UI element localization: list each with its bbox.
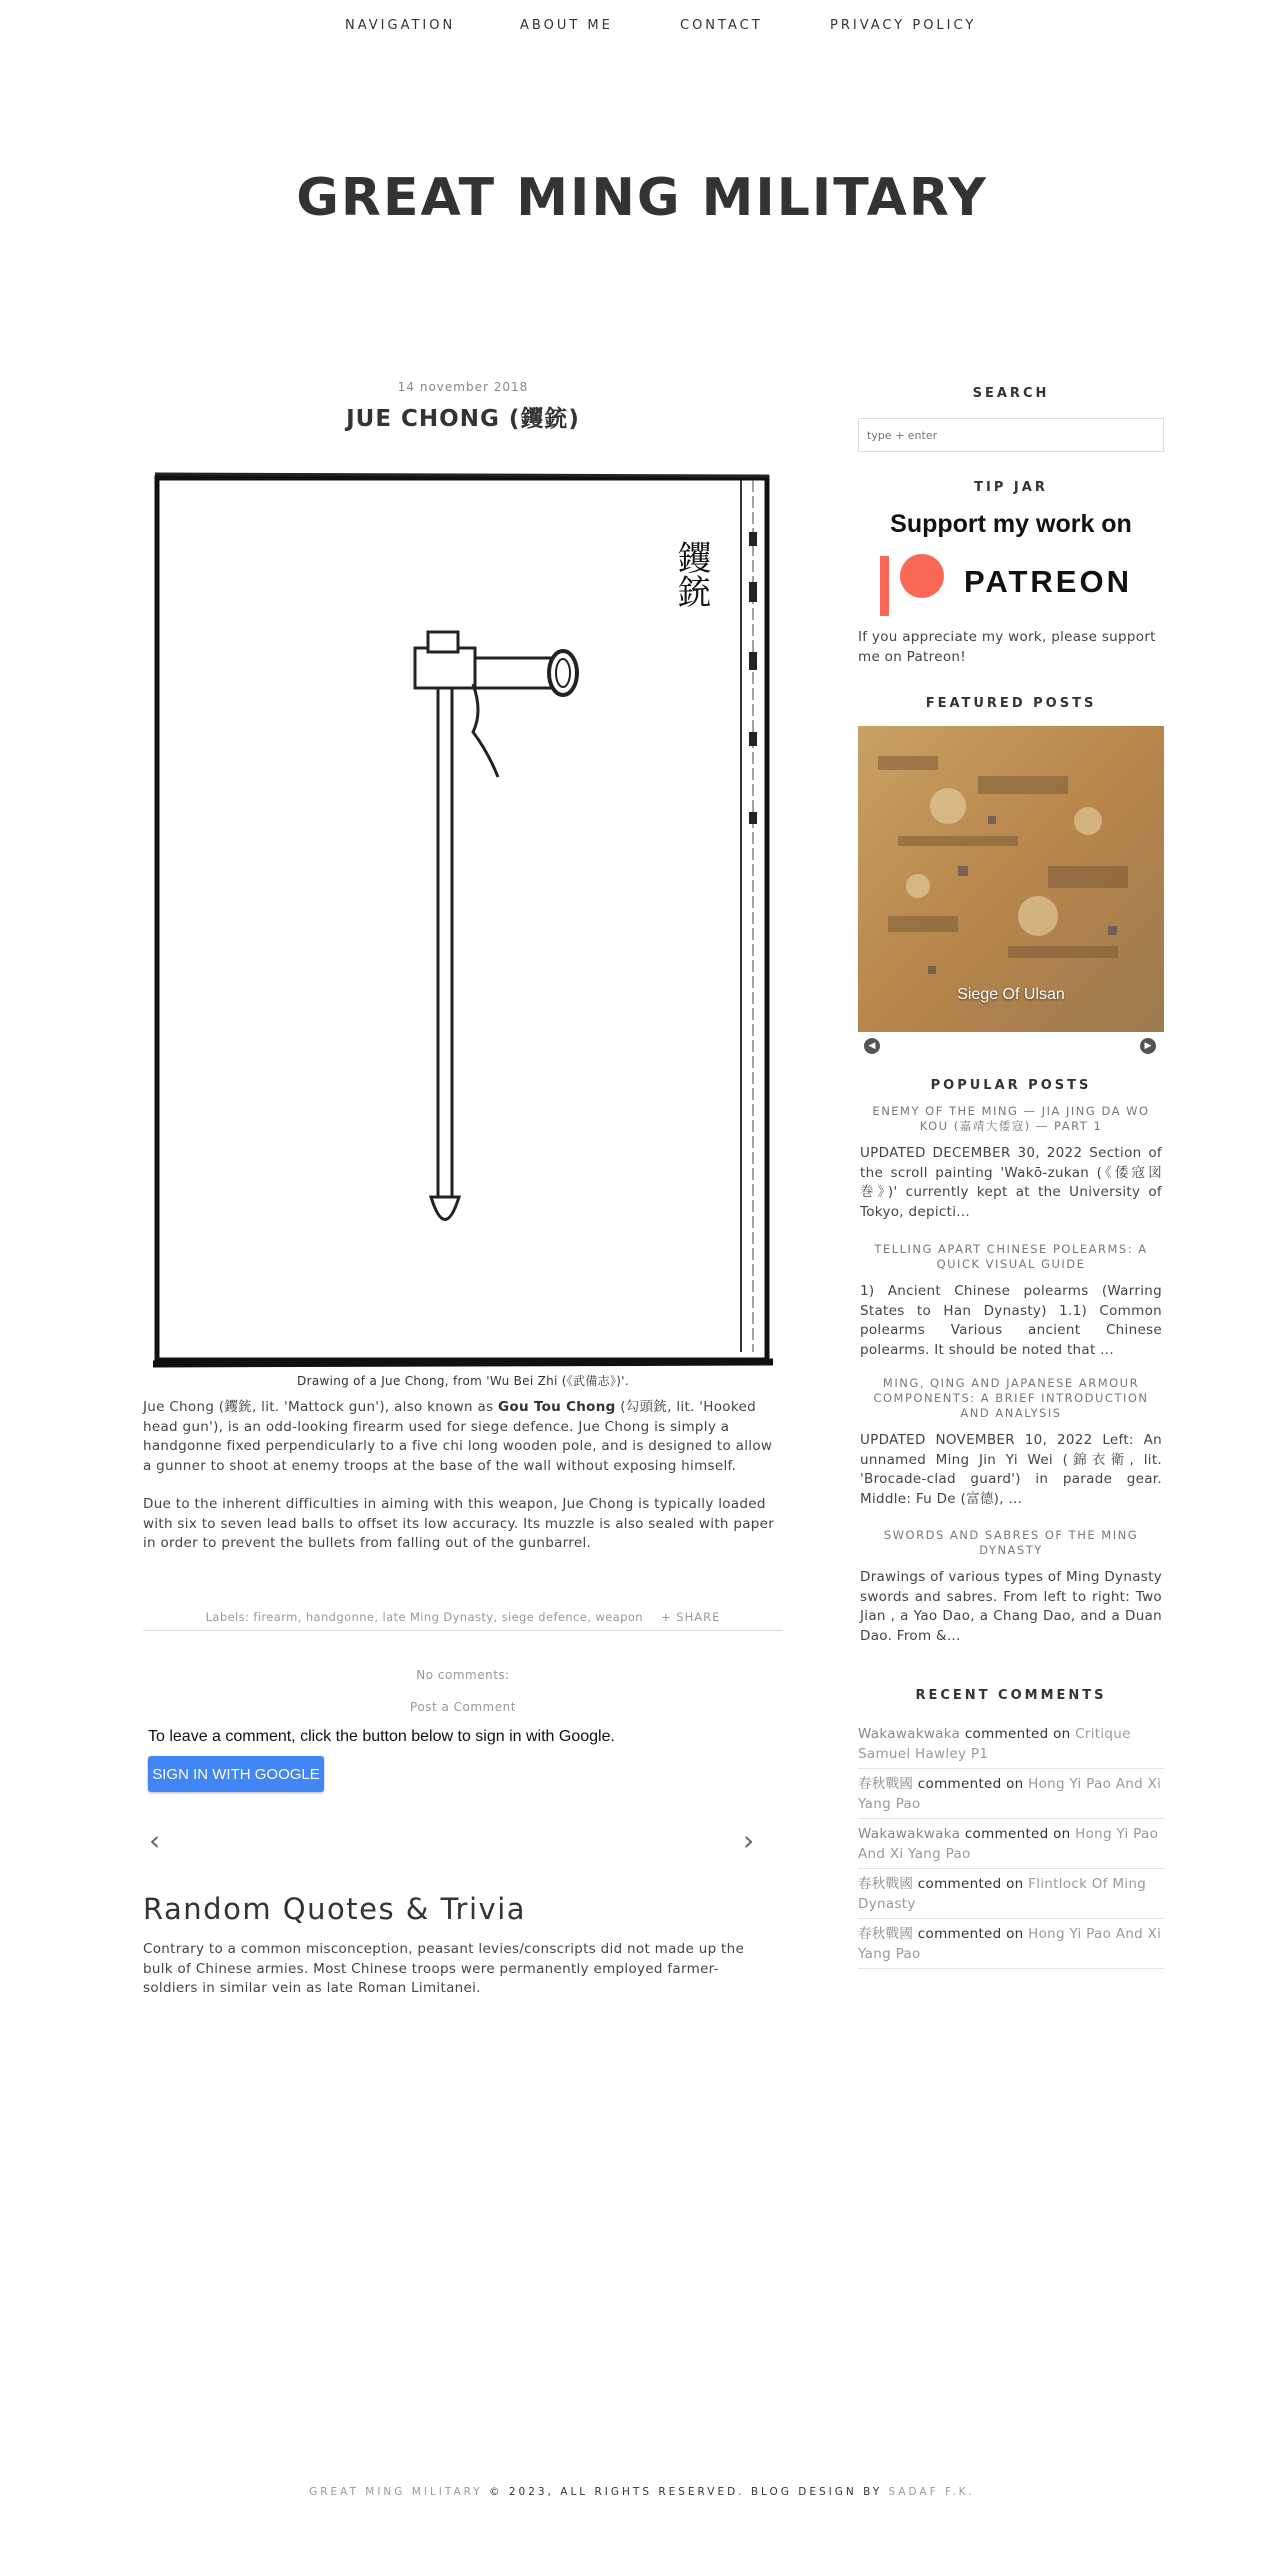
comment-post-link[interactable]: Hong Yi Pao And Xi Yang Pao <box>858 1926 1162 1962</box>
random-quotes-text: Contrary to a common misconception, peasant levies/conscripts did not made up the bulk of Chinese armies. Most Chinese troops were permanently employed farmer-soldiers in similar vein as late Roman Limitanei. <box>143 1941 745 1996</box>
patreon-banner-line1: Support my work on <box>890 510 1132 538</box>
post-date: 14 november 2018 <box>397 380 529 394</box>
figure-caption: Drawing of a Jue Chong, from 'Wu Bei Zhi (《武備志》)'. <box>297 1374 629 1388</box>
post-labels: Labels: firearm, handgonne, late Ming Dynasty, siege defence, weapon + SHARE <box>143 1610 783 1631</box>
random-quotes-title: Random Quotes & Trivia <box>143 1892 527 1926</box>
comment-post-link[interactable]: Hong Yi Pao And Xi Yang Pao <box>858 1826 1159 1862</box>
nav-item-navigation[interactable]: NAVIGATION <box>345 18 456 33</box>
popular-post-title[interactable]: SWORDS AND SABRES OF THE MING DYNASTY <box>883 1528 1139 1557</box>
comment-signin-note: To leave a comment, click the button below to sign in with Google. <box>148 1728 615 1745</box>
popular-post-title[interactable]: TELLING APART CHINESE POLEARMS: A QUICK VISUAL GUIDE <box>874 1242 1148 1271</box>
patreon-banner-line2: PATREON <box>964 564 1132 599</box>
site-title[interactable]: GREAT MING MILITARY <box>296 168 988 228</box>
popular-post-snippet: 1) Ancient Chinese polearms (Warring States to Han Dynasty) 1.1) Common polearms Various ancient Chinese polearms. It should be noted that ... <box>860 1283 1162 1358</box>
popular-posts-widget <box>858 1078 1164 1644</box>
comment-post-link[interactable]: Flintlock Of Ming Dynasty <box>858 1876 1147 1912</box>
comment-author-link[interactable]: Wakawakwaka <box>858 1826 961 1842</box>
comment-count: No comments: <box>416 1668 510 1682</box>
sign-in-with-google-button[interactable]: SIGN IN WITH GOOGLE <box>148 1756 324 1792</box>
post-p1-text-b: (勾頭銃, lit. 'Hooked head gun'), is an odd-looking firearm used for siege defence. Jue Chong is simply a handgonne fixed perpendicularly to a five chi long wooden pole, and is designed to allow a gunner to shoot at enemy troops at the base of the wall without exposing himself. <box>143 1399 773 1474</box>
commented-on-text: commented on <box>917 1926 1024 1942</box>
commented-on-text: commented on <box>917 1776 1024 1792</box>
label-siege-defence[interactable]: siege defence <box>501 1610 588 1624</box>
previous-post-arrow-icon[interactable]: ‹ <box>149 1824 161 1857</box>
footer-site-link[interactable]: GREAT MING MILITARY <box>309 2486 483 2498</box>
nav-item-contact[interactable]: CONTACT <box>680 18 763 33</box>
patreon-logo-icon <box>858 506 1164 616</box>
post-p1-bold: Gou Tou Chong <box>498 1399 616 1415</box>
slider-next-icon[interactable]: ▶ <box>1140 1038 1156 1054</box>
search-input[interactable] <box>858 418 1164 452</box>
popular-post-snippet: UPDATED DECEMBER 30, 2022 Section of the scroll painting 'Wakō-zukan (《倭寇図巻》)' currently kept at the University of Tokyo, depicti... <box>860 1145 1162 1220</box>
popular-posts-title: POPULAR POSTS <box>930 1078 1092 1093</box>
figure-glyph-title: 钁銃 <box>671 540 711 608</box>
popular-post-item <box>858 1104 1164 1222</box>
post-body <box>143 1398 783 1573</box>
post-comment-heading: Post a Comment <box>410 1700 516 1714</box>
label-handgonne[interactable]: handgonne <box>305 1610 375 1624</box>
label-weapon[interactable]: weapon <box>595 1610 643 1624</box>
post-figure-jue-chong-drawing[interactable] <box>153 472 773 1370</box>
post-p1-text-a: Jue Chong (钁銃, lit. 'Mattock gun'), also known as <box>143 1399 498 1415</box>
post-paragraph-1 <box>143 1398 783 1476</box>
label-late-ming-dynasty[interactable]: late Ming Dynasty <box>382 1610 494 1624</box>
footer-designer-link[interactable]: SADAF F.K. <box>888 2486 975 2498</box>
comment-post-link[interactable]: Critique Samuel Hawley P1 <box>858 1726 1131 1762</box>
popular-post-title[interactable]: ENEMY OF THE MING — JIA JING DA WO KOU (嘉靖大倭寇) — PART 1 <box>872 1104 1150 1133</box>
recent-comments-title: RECENT COMMENTS <box>915 1688 1107 1703</box>
share-button[interactable]: + SHARE <box>661 1610 721 1624</box>
commented-on-text: commented on <box>964 1726 1071 1742</box>
commented-on-text: commented on <box>964 1826 1071 1842</box>
footer-copyright: © 2023, ALL RIGHTS RESERVED. BLOG DESIGN BY <box>482 2486 889 2498</box>
search-widget <box>858 386 1164 401</box>
recent-comment-item <box>858 1869 1164 1919</box>
tip-jar-widget <box>858 480 1164 665</box>
label-firearm[interactable]: firearm <box>253 1610 298 1624</box>
main-column <box>143 380 783 1996</box>
popular-post-title[interactable]: MING, QING AND JAPANESE ARMOUR COMPONENTS: A BRIEF INTRODUCTION AND ANALYSIS <box>873 1376 1149 1420</box>
recent-comment-item <box>858 1919 1164 1969</box>
popular-post-snippet: UPDATED NOVEMBER 10, 2022 Left: An unnamed Ming Jin Yi Wei (錦衣衛, lit. 'Brocade-clad guard') in parade gear. Middle: Fu De (富德), ... <box>860 1432 1162 1507</box>
jue-chong-illustration <box>153 472 773 1370</box>
popular-post-snippet: Drawings of various types of Ming Dynasty swords and sabres. From left to right: Two Jian , a Yao Dao, a Chang Dao, and a Duan Dao. From &... <box>860 1569 1162 1644</box>
recent-comment-item <box>858 1769 1164 1819</box>
tip-jar-title: TIP JAR <box>974 480 1048 495</box>
slider-prev-icon[interactable]: ◀ <box>864 1038 880 1054</box>
patreon-banner[interactable] <box>858 506 1164 616</box>
nav-item-about-me[interactable]: ABOUT ME <box>520 18 613 33</box>
featured-post-image[interactable] <box>858 726 1164 1032</box>
labels-prefix: Labels: <box>205 1610 254 1624</box>
commented-on-text: commented on <box>917 1876 1024 1892</box>
next-post-arrow-icon[interactable]: › <box>743 1824 755 1857</box>
popular-post-item <box>858 1376 1164 1509</box>
recent-comment-item <box>858 1719 1164 1769</box>
tip-jar-text: If you appreciate my work, please support me on Patreon! <box>858 629 1156 665</box>
recent-comment-item <box>858 1819 1164 1869</box>
comment-author-link[interactable]: 春秋戰國 <box>858 1776 914 1792</box>
comment-author-link[interactable]: Wakawakwaka <box>858 1726 961 1742</box>
recent-comments-widget <box>858 1688 1164 1969</box>
featured-post-caption[interactable]: Siege Of Ulsan <box>957 986 1065 1003</box>
comment-author-link[interactable]: 春秋戰國 <box>858 1926 914 1942</box>
popular-post-item <box>858 1242 1164 1360</box>
featured-posts-title: FEATURED POSTS <box>925 696 1097 711</box>
search-widget-title: SEARCH <box>972 386 1050 401</box>
post-title[interactable]: JUE CHONG (钁銃) <box>346 406 580 432</box>
popular-post-item <box>858 1528 1164 1646</box>
comment-post-link[interactable]: Hong Yi Pao And Xi Yang Pao <box>858 1776 1162 1812</box>
nav-item-privacy-policy[interactable]: PRIVACY POLICY <box>830 18 977 33</box>
featured-posts-widget <box>858 696 1164 1051</box>
post-paragraph-2: Due to the inherent difficulties in aiming with this weapon, Jue Chong is typically loaded with six to seven lead balls to offset its low accuracy. Its muzzle is also sealed with paper in order to prevent the bullets from falling out of the gunbarrel. <box>143 1496 775 1551</box>
comment-author-link[interactable]: 春秋戰國 <box>858 1876 914 1892</box>
site-footer <box>0 2486 1284 2498</box>
